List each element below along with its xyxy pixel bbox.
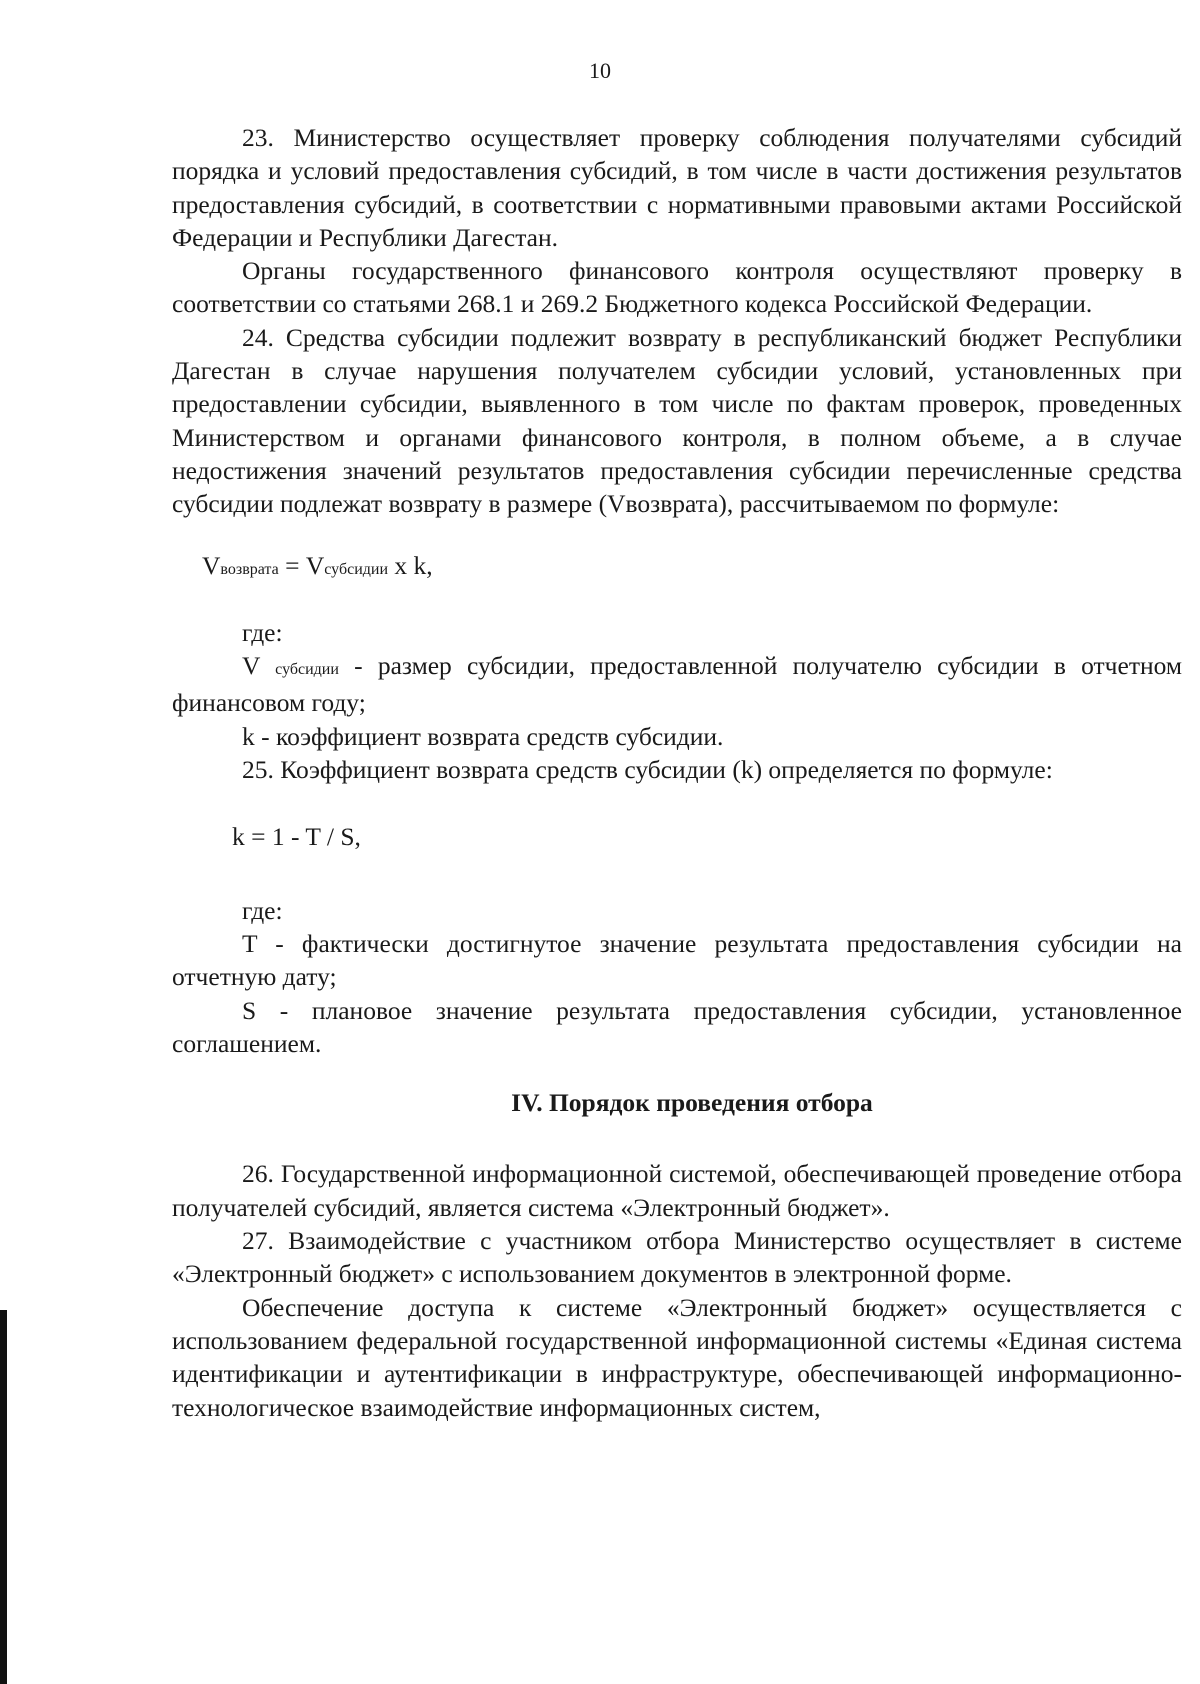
formula-v-subscript-return: возврата bbox=[220, 560, 279, 578]
paragraph-23-control: Органы государственного финансового контроля осуществляют проверку в соответствии со статьями 268.1 и 269.2 Бюджетного кодекса Российской Федерации. bbox=[172, 256, 1182, 319]
formula-v-subscript-subsidy: субсидии bbox=[324, 560, 389, 578]
definition-k: k - коэффициент возврата средств субсидии. bbox=[242, 721, 724, 751]
page-number: 10 bbox=[589, 58, 611, 83]
paragraph-27-access: Обеспечение доступа к системе «Электронный бюджет» осуществляется с использованием федеральной государственной информационной системы «Единая система идентификации и аутентификации в инфраструктуре, обеспечивающей информационно-технологическое взаимодействие информационных систем, bbox=[172, 1292, 1182, 1422]
formula-equals: = bbox=[278, 550, 306, 580]
formula-return-amount bbox=[172, 549, 1182, 586]
where-label-2: где: bbox=[242, 895, 283, 925]
def-v-letter: V bbox=[242, 651, 260, 681]
definition-s: S - плановое значение результата предоставления субсидии, установленное соглашением. bbox=[172, 995, 1182, 1058]
formula-v2-letter: V bbox=[305, 550, 325, 580]
scan-edge-bar bbox=[0, 1310, 7, 1684]
def-v-subscript: субсидии bbox=[275, 661, 339, 679]
paragraph-24: 24. Средства субсидии подлежит возврату в республиканский бюджет Республики Дагестан в случае нарушения получателем субсидии условий, установленных при предоставлении субсидии, выявленного в том числе по фактам проверок, проведенных Министерством и органами финансового контроля, в полном объеме, а в случае недостижения значений результатов предоставления субсидии перечисленные средства субсидии подлежат возврату в размере (Vвозврата), рассчитываемом по формуле: bbox=[172, 322, 1182, 519]
def-v-text: - размер субсидии, предоставленной получателю субсидии в отчетном финансовом году; bbox=[172, 651, 1183, 718]
section-heading: IV. Порядок проведения отбора bbox=[511, 1088, 873, 1118]
definition-t: T - фактически достигнутое значение результата предоставления субсидии на отчетную дату; bbox=[172, 928, 1182, 992]
where-label-1: где: bbox=[242, 617, 283, 647]
formula-rest: x k, bbox=[388, 550, 433, 580]
paragraph-23: 23. Министерство осуществляет проверку соблюдения получателями субсидий порядка и условий предоставления субсидий, в том числе в части достижения результатов предоставления субсидий, в соответствии с нормативными правовыми актами Российской Федерации и Республики Дагестан. bbox=[172, 123, 1182, 252]
paragraph-27: 27. Взаимодействие с участником отбора Министерство осуществляет в системе «Электронный бюджет» с использованием документов в электронной форме. bbox=[172, 1226, 1182, 1289]
formula-coefficient: k = 1 - T / S, bbox=[232, 822, 361, 852]
paragraph-25: 25. Коэффициент возврата средств субсидии (k) определяется по формуле: bbox=[242, 755, 1053, 785]
paragraph-26: 26. Государственной информационной системой, обеспечивающей проведение отбора получателей субсидий, является система «Электронный бюджет». bbox=[172, 1159, 1182, 1222]
formula-v-letter: V bbox=[202, 550, 221, 580]
definition-v-subsidy bbox=[172, 649, 1182, 720]
document-body bbox=[172, 121, 1182, 1424]
